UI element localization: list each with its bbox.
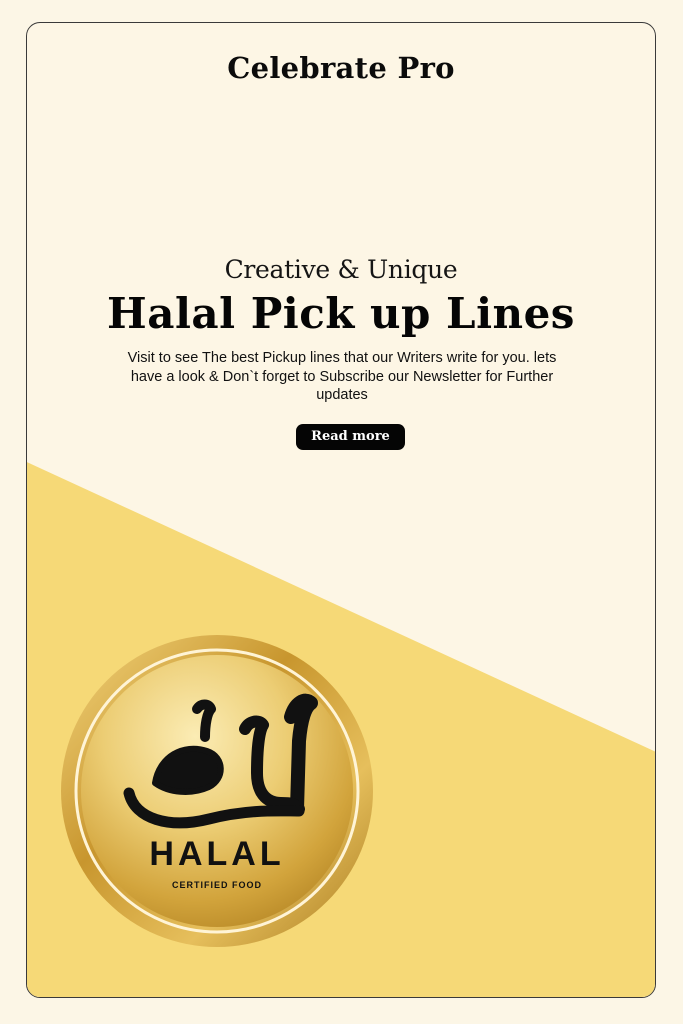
tagline: Creative & Unique [224,255,458,284]
headline: Halal Pick up Lines [107,289,575,338]
halal-certified-seal-logo [59,633,375,949]
description: Visit to see The best Pickup lines that our Writers write for you. lets have a look & Don`t forget to Subscribe our Newsletter for Further updates [127,350,557,403]
seal-label: HALAL [149,835,285,873]
read-more-button[interactable]: Read more [296,424,405,450]
brand-title: Celebrate Pro [227,51,455,85]
seal-sub-label: CERTIFIED FOOD [172,880,262,890]
poster-card [26,22,656,998]
